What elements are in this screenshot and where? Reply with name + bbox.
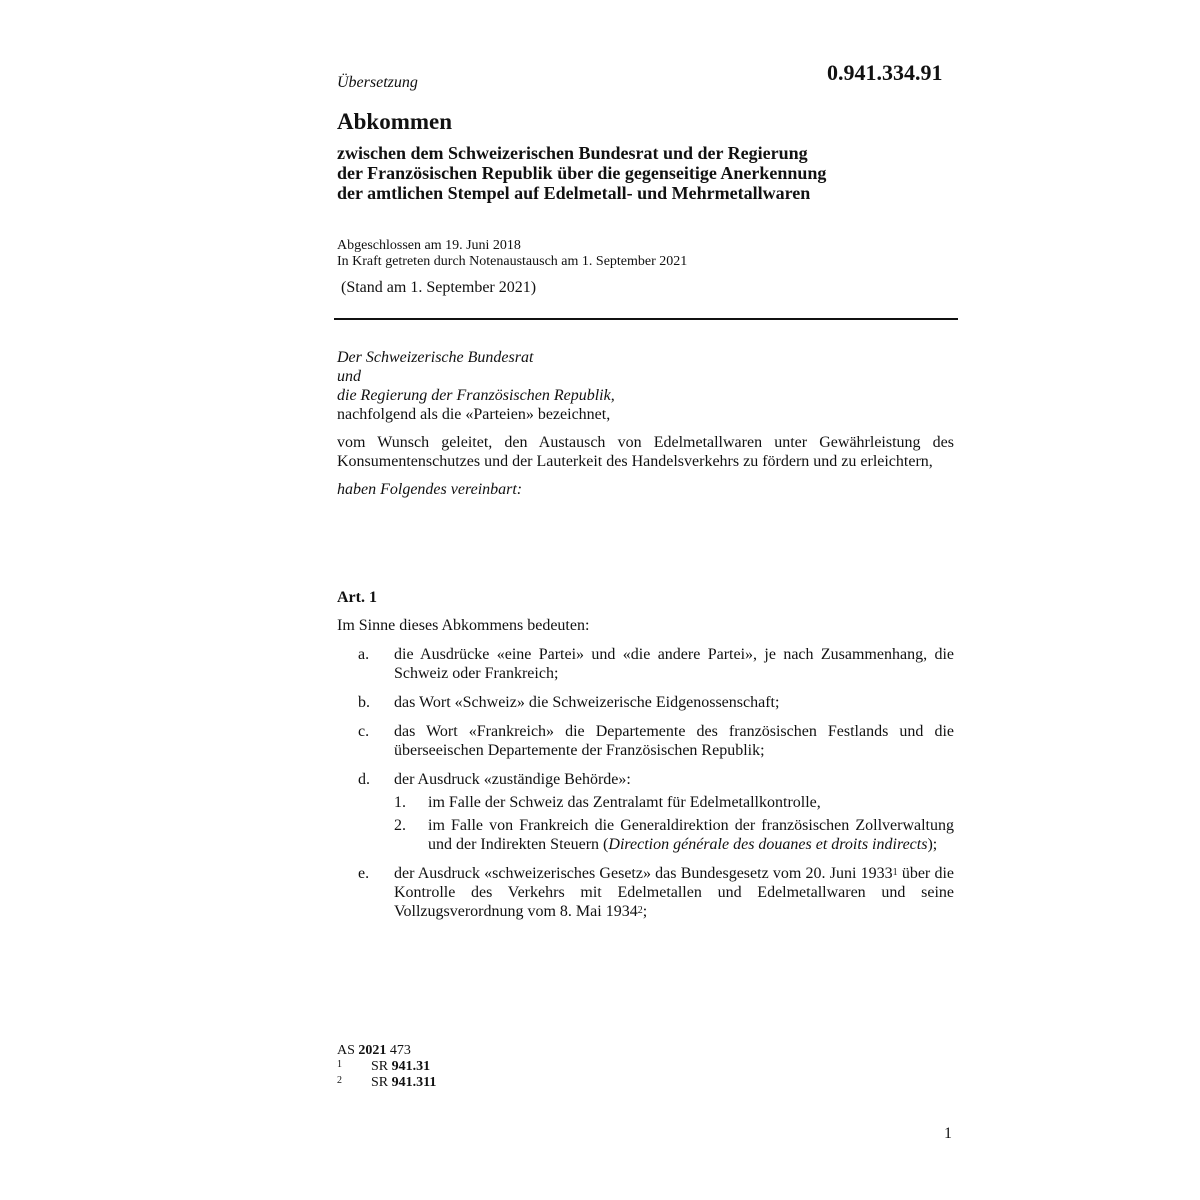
sub-list — [394, 793, 954, 854]
list-item-label: b. — [358, 694, 370, 711]
footnote-ref: 941.311 — [391, 1075, 437, 1090]
preamble — [337, 348, 954, 499]
document-title: Abkommen — [337, 109, 453, 134]
subtitle-line: zwischen dem Schweizerischen Bundesrat und der Regierung — [337, 143, 808, 163]
list-item — [358, 645, 954, 683]
as-year: 2021 — [358, 1043, 387, 1058]
footnote-prefix: SR — [371, 1075, 389, 1090]
list-item — [358, 693, 954, 712]
preamble-recital: vom Wunsch geleitet, den Austausch von Edelmetallwaren unter Gewährleistung des Konsumentenschutzes und der Lauterkeit des Handelsverkehrs zu fördern und zu erleichtern, — [337, 434, 954, 470]
preamble-and: und — [337, 368, 361, 385]
document-subtitle — [337, 143, 937, 203]
footnote-ref-2[interactable]: 2 — [637, 905, 643, 916]
translation-label: Übersetzung — [337, 74, 418, 91]
list-item-label: e. — [358, 865, 370, 882]
list-item — [358, 864, 954, 921]
as-prefix: AS — [337, 1043, 355, 1058]
sub-list-item-label: 1. — [394, 794, 406, 811]
list-item-text: die Ausdrücke «eine Partei» und «die andere Partei», je nach Zusammenhang, die Schweiz oder Frankreich; — [394, 646, 954, 682]
list-item-text: das Wort «Schweiz» die Schweizerische Eidgenossenschaft; — [394, 694, 780, 711]
footnote-ref: 941.31 — [391, 1059, 431, 1074]
list-item-text-part: der Ausdruck «schweizerisches Gesetz» das Bundesgesetz vom 20. Juni 1933 — [394, 865, 893, 882]
sub-list-item-text — [428, 816, 954, 854]
preamble-referred: nachfolgend als die «Parteien» bezeichnet, — [337, 406, 611, 423]
article-1-intro: Im Sinne dieses Abkommens bedeuten: — [337, 617, 590, 634]
list-item-text-part: über die Kontrolle des Verkehrs mit Edelmetallen und Edelmetallwaren und seine Vollzugsverordnung vom 8. Mai 1934 — [394, 865, 954, 920]
sub-list-item-text-part: ); — [927, 836, 938, 853]
subtitle-line: der amtlichen Stempel auf Edelmetall- und Mehrmetallwaren — [337, 183, 811, 203]
preamble-party1: Der Schweizerische Bundesrat — [337, 349, 534, 366]
status-date: (Stand am 1. September 2021) — [341, 279, 537, 296]
sr-number: 0.941.334.91 — [827, 60, 943, 85]
sub-list-item-text-italic: Direction générale des douanes et droits indirects — [608, 836, 928, 853]
concluded-date: Abgeschlossen am 19. Juni 2018 — [337, 238, 521, 253]
page-number: 1 — [944, 1125, 952, 1142]
footnote-2 — [337, 1075, 436, 1091]
list-item-label: a. — [358, 646, 370, 663]
preamble-agreed: haben Folgendes vereinbart: — [337, 481, 523, 498]
definitions-list — [358, 645, 954, 931]
article-1-heading: Art. 1 — [337, 589, 377, 606]
in-force-date: In Kraft getreten durch Notenaustausch am 1. September 2021 — [337, 254, 688, 269]
footnote-ref-1[interactable]: 1 — [892, 867, 898, 878]
sub-list-item-label: 2. — [394, 817, 406, 834]
footnote-1 — [337, 1059, 436, 1075]
list-item-label: d. — [358, 771, 370, 788]
sub-list-item-text-part: im Falle von Frankreich die Generaldirektion der französischen Zollverwaltung und der Indirekten Steuern ( — [428, 817, 954, 853]
document-meta — [337, 238, 687, 270]
footnote-number: 1 — [337, 1059, 342, 1070]
sub-list-item — [394, 793, 954, 812]
as-reference — [337, 1043, 436, 1059]
as-page: 473 — [389, 1043, 411, 1058]
list-item-label: c. — [358, 723, 370, 740]
list-item-text: das Wort «Frankreich» die Departemente des französischen Festlands und die überseeischen Departemente der Französischen Republik; — [394, 723, 954, 759]
sub-list-item — [394, 816, 954, 854]
preamble-party2: die Regierung der Französischen Republik, — [337, 387, 615, 404]
sub-list-item-text: im Falle der Schweiz das Zentralamt für Edelmetallkontrolle, — [428, 794, 821, 811]
subtitle-line: der Französischen Republik über die gegenseitige Anerkennung — [337, 163, 827, 183]
footnote-number: 2 — [337, 1075, 342, 1086]
list-item-text-part: ; — [642, 903, 648, 920]
list-item — [358, 770, 954, 854]
header-divider — [334, 318, 958, 320]
list-item — [358, 722, 954, 760]
list-item-text — [394, 864, 954, 921]
list-item-text: der Ausdruck «zuständige Behörde»: — [394, 771, 631, 788]
footnote-prefix: SR — [371, 1059, 389, 1074]
footnotes — [337, 1043, 436, 1091]
